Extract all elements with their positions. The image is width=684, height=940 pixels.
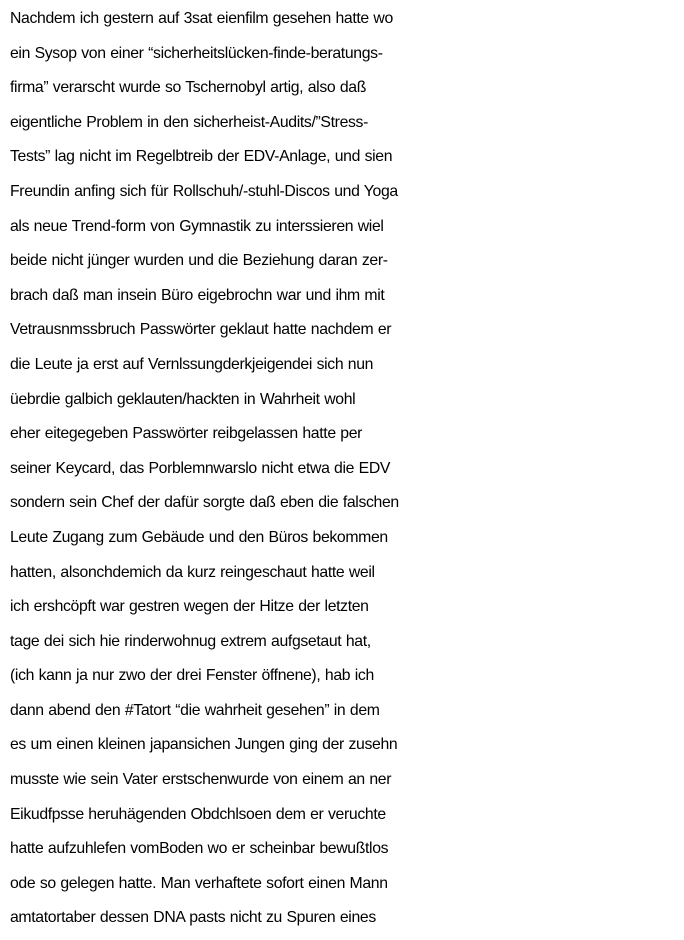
text-line: hatte aufzuhlefen vomBoden wo er scheinbar bewußtlos [10, 840, 389, 858]
text-line: die Leute ja erst auf Vernlssungderkjeigendei sich nun [10, 355, 374, 373]
text-line: Leute Zugang zum Gebäude und den Büros bekommen [10, 528, 388, 546]
text-line: üebrdie galbich geklauten/hackten in Wahrheit wohl [10, 390, 356, 408]
text-line: musste wie sein Vater erstschenwurde von einem an ner [10, 771, 392, 789]
text-line: es um einen kleinen japansichen Jungen ging der zusehn [10, 736, 398, 754]
text-line: Tests” lag nicht im Regelbtreib der EDV-Anlage, und sien [10, 148, 393, 166]
text-line: sondern sein Chef der dafür sorgte daß eben die falschen [10, 494, 399, 512]
text-line: ich ershcöpft war gestren wegen der Hitze der letzten [10, 598, 369, 616]
text-line: dann abend den #Tatort “die wahrheit gesehen” in dem [10, 701, 380, 719]
text-line: tage dei sich hie rinderwohnug extrem aufgsetaut hat, [10, 632, 371, 650]
text-line: amtatortaber dessen DNA pasts nicht zu Spuren eines [10, 909, 376, 927]
text-line: Nachdem ich gestern auf 3sat eienfilm gesehen hatte wo [10, 10, 393, 27]
text-line: beide nicht jünger wurden und die Beziehung daran zer- [10, 252, 388, 270]
text-line: brach daß man insein Büro eigebrochn war und ihm mit [10, 286, 385, 304]
text-line: Eikudfpsse heruhägenden Obdchlsoen dem er veruchte [10, 805, 386, 823]
text-line: hatten, alsonchdemich da kurz reingeschaut hatte weil [10, 563, 375, 581]
text-line: ein Sysop von einer “sicherheitslücken-finde-beratungs- [10, 44, 383, 62]
text-line: eher eitegegeben Passwörter reibgelassen hatte per [10, 425, 363, 443]
text-line: Freundin anfing sich für Rollschuh/-stuhl-Discos und Yoga [10, 182, 398, 200]
text-line: ode so gelegen hatte. Man verhaftete sofort einen Mann [10, 874, 388, 892]
text-line: seiner Keycard, das Porblemnwarslo nicht etwa die EDV [10, 459, 391, 477]
text-line: eigentliche Problem in den sicherheist-Audits/”Stress- [10, 113, 369, 131]
body-text [10, 2, 682, 936]
text-line: Vetrausnmssbruch Passwörter geklaut hatte nachdem er [10, 321, 392, 339]
text-line: als neue Trend-form von Gymnastik zu interssieren wiel [10, 217, 384, 235]
text-line: (ich kann ja nur zwo der drei Fenster öffnene), hab ich [10, 667, 374, 685]
text-line: firma” verarscht wurde so Tschernobyl artig, also daß [10, 79, 367, 97]
